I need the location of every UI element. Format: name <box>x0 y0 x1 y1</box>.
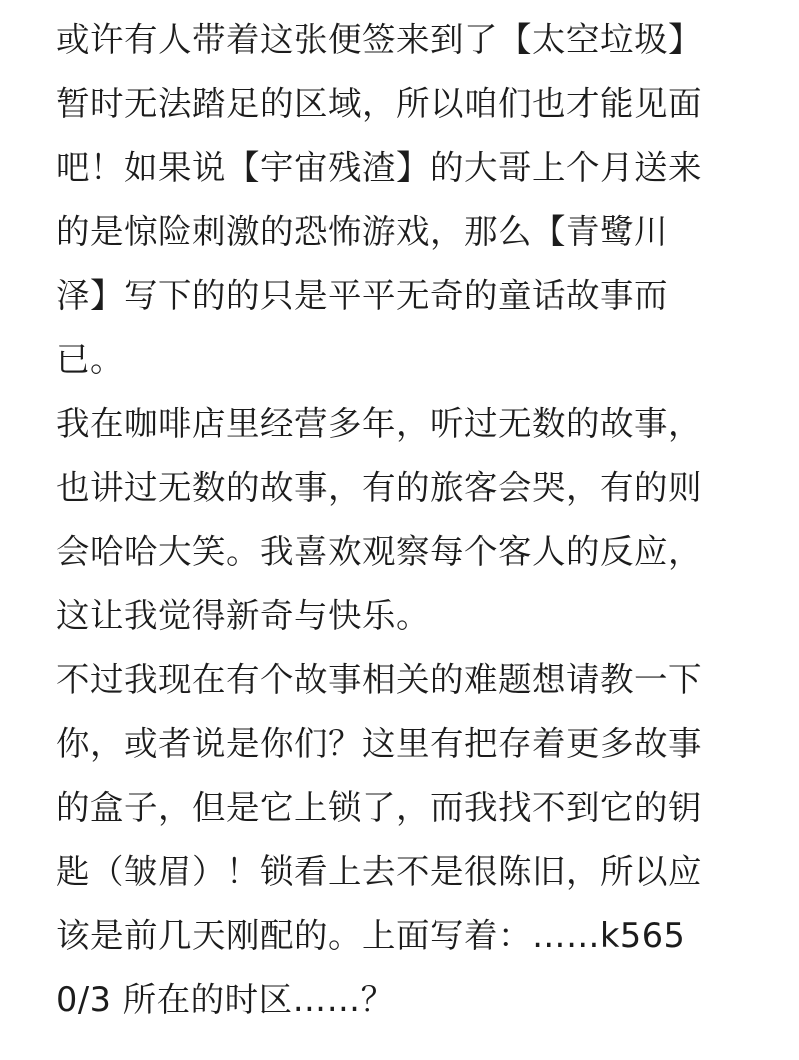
text-line-9: 会哈哈大笑。我喜欢观察每个客人的反应， <box>56 532 702 571</box>
text-line-2: 暂时无法踏足的区域，所以咱们也才能见面 <box>56 84 702 123</box>
text-line-16: 0/3 所在的时区……？ <box>56 980 395 1019</box>
text-line-7: 我在咖啡店里经营多年，听过无数的故事， <box>56 404 702 443</box>
text-line-12: 你，或者说是你们？这里有把存着更多故事 <box>56 724 702 763</box>
text-line-14: 匙（皱眉）！锁看上去不是很陈旧，所以应 <box>56 852 702 891</box>
text-line-15: 该是前几天刚配的。上面写着：……k565 <box>56 916 686 955</box>
note-document <box>56 8 746 1032</box>
text-line-6: 已。 <box>56 340 124 379</box>
text-line-10: 这让我觉得新奇与快乐。 <box>56 596 430 635</box>
text-line-11: 不过我现在有个故事相关的难题想请教一下 <box>56 660 702 699</box>
text-line-5: 泽】写下的的只是平平无奇的童话故事而 <box>56 276 668 315</box>
text-line-3: 吧！如果说【宇宙残渣】的大哥上个月送来 <box>56 148 702 187</box>
text-line-13: 的盒子，但是它上锁了，而我找不到它的钥 <box>56 788 702 827</box>
text-line-1: 或许有人带着这张便签来到了【太空垃圾】 <box>56 20 702 59</box>
text-line-4: 的是惊险刺激的恐怖游戏，那么【青鹭川 <box>56 212 668 251</box>
text-line-8: 也讲过无数的故事，有的旅客会哭，有的则 <box>56 468 702 507</box>
